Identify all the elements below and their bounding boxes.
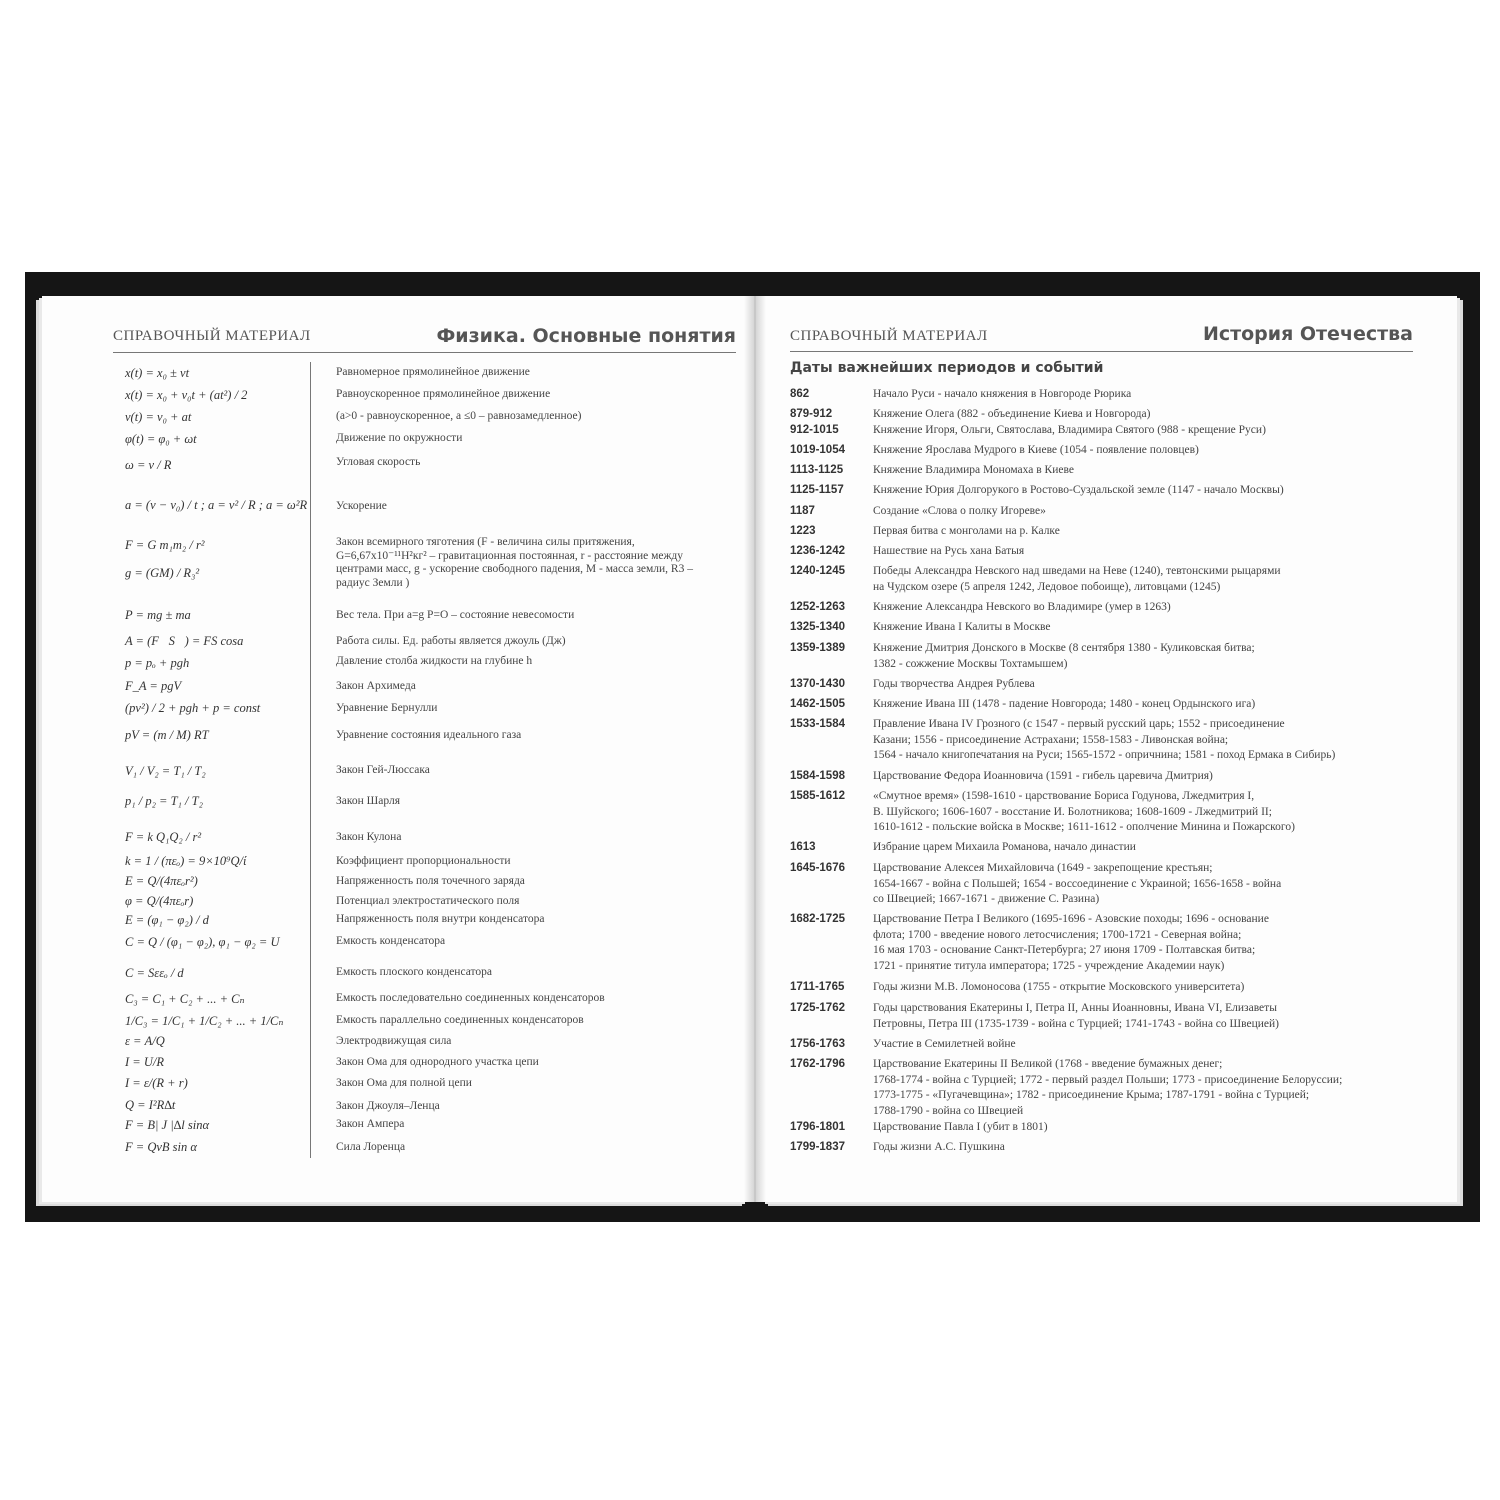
physics-formula: V₁ / V₂ = T₁ / T₂ [125, 764, 206, 778]
history-year: 1113-1125 [790, 464, 844, 476]
physics-formula: ω = v / R [125, 458, 172, 472]
history-year: 1756-1763 [790, 1038, 845, 1050]
history-event: Правление Ивана IV Грозного (с 1547 - первый русский царь; 1552 - присоединение Казани; 1556 - присоединение Астрахани; 1558-1583 - Ливонская война; 1564 - начало книгопечатания на Руси; 1565-1572 - опричнина; 1581 - поход Ермака в Сибирь) [873, 718, 1336, 761]
history-event: Царствование Павла I (убит в 1801) [873, 1121, 1048, 1133]
history-event: Избрание царем Михаила Романова, начало династии [873, 841, 1136, 853]
history-event: Царствование Федора Иоанновича (1591 - гибель царевича Дмитрия) [873, 770, 1213, 782]
history-year: 1325-1340 [790, 621, 845, 633]
history-year: 862 [790, 388, 810, 400]
history-event: Первая битва с монголами на р. Калке [873, 525, 1060, 537]
history-year: 879-912 [790, 408, 833, 420]
left-header-label: СПРАВОЧНЫЙ МАТЕРИАЛ [113, 328, 311, 344]
history-sub-heading: Даты важнейших периодов и событий [790, 360, 1104, 376]
history-year: 1799-1837 [790, 1141, 845, 1153]
history-event: Создание «Слова о полку Игореве» [873, 505, 1046, 517]
physics-formula: P = mg ± ma [125, 608, 191, 622]
history-year: 1711-1765 [790, 981, 845, 993]
physics-formula: φ = Q/(4πεₒr) [125, 894, 194, 908]
physics-description: Вес тела. При a=g P=O – состояние невесомости [336, 609, 575, 621]
physics-formula: C = Sεεₒ / d [125, 966, 184, 980]
physics-description: Напряженность поля точечного заряда [336, 875, 525, 887]
physics-formula: F = k Q₁Q₂ / r² [125, 830, 202, 844]
history-year: 1796-1801 [790, 1121, 845, 1133]
history-event: Княжение Юрия Долгорукого в Ростово-Суздальской земле (1147 - начало Москвы) [873, 484, 1284, 496]
physics-description: Работа силы. Ед. работы является джоуль (Дж) [336, 635, 566, 647]
physics-formula: F_A = pgV [125, 679, 182, 693]
physics-formula: x(t) = x₀ ± vt [125, 366, 190, 380]
physics-formula: E = Q/(4πεₒr²) [125, 874, 198, 888]
physics-description: Равномерное прямолинейное движение [336, 366, 530, 378]
physics-formula: p₁ / p₂ = T₁ / T₂ [125, 794, 203, 808]
history-year: 1125-1157 [790, 484, 844, 496]
history-year: 1725-1762 [790, 1002, 845, 1014]
physics-description: Емкость конденсатора [336, 935, 446, 947]
history-year: 1240-1245 [790, 565, 845, 577]
history-event: Княжение Ярослава Мудрого в Киеве (1054 - появление половцев) [873, 444, 1199, 456]
physics-formula: A = (F⃗S⃗) = FS cosa [125, 634, 244, 648]
left-header-rule [113, 352, 736, 353]
physics-formula: F = G m₁m₂ / r² [125, 538, 205, 552]
physics-description: Закон Гей-Люссака [336, 764, 430, 776]
physics-description: Уравнение Бернулли [336, 702, 438, 714]
history-event: Победы Александра Невского над шведами на Неве (1240), тевтонскими рыцарями на Чудском озере (5 апреля 1242, Ледовое побоище), литовцами (1245) [873, 565, 1281, 593]
history-event: Царствование Алексея Михайловича (1649 - закрепощение крестьян; 1654-1667 - война с Польшей; 1654 - воссоединение с Украиной; 1656-1658 - война со Швецией; 1667-1671 - движение С. Разина) [873, 862, 1282, 905]
history-year: 1682-1725 [790, 913, 845, 925]
history-event: Начало Руси - начало княжения в Новгороде Рюрика [873, 388, 1132, 400]
physics-description: Электродвижущая сила [336, 1035, 452, 1047]
left-column-divider [310, 362, 311, 1158]
physics-formula: ε = A/Q [125, 1034, 165, 1048]
history-event: Княжение Олега (882 - объединение Киева и Новгорода) [873, 408, 1151, 420]
book-spine-gutter [744, 296, 766, 1202]
physics-formula: C₃ = C₁ + C₂ + ... + Cₙ [125, 992, 245, 1006]
physics-description: Сила Лоренца [336, 1141, 406, 1153]
history-year: 1645-1676 [790, 862, 845, 874]
physics-formula: p = pₒ + pgh [125, 656, 190, 670]
left-page-title: Физика. Основные понятия [436, 325, 736, 347]
physics-description: Потенциал электростатического поля [336, 895, 520, 907]
history-event: Царствование Екатерины II Великой (1768 - введение бумажных денег; 1768-1774 - война с Турцией; 1772 - первый раздел Польши; 1773 - присоединение Белоруссии; 1773-1775 - «Пугачевщина»; 1782 - присоединение Крыма; 1787-1791 - война с Турцией; 1788-1790 - война со Швецией [873, 1058, 1343, 1117]
physics-description: Емкость последовательно соединенных конденсаторов [336, 992, 605, 1004]
history-event: Годы жизни М.В. Ломоносова (1755 - открытие Московского университета) [873, 981, 1245, 993]
physics-formula: Q = I²R∆t [125, 1098, 176, 1112]
history-event: Княжение Игоря, Ольги, Святослава, Владимира Святого (988 - крещение Руси) [873, 424, 1266, 436]
physics-description: Закон Кулона [336, 831, 402, 843]
physics-formula: x(t) = x₀ + v₀t + (at²) / 2 [125, 388, 248, 402]
physics-formula: k = 1 / (πεₒ) = 9×10⁹Q/ί [125, 854, 247, 868]
history-event: Годы царствования Екатерины I, Петра II, Анны Иоанновны, Ивана VI, Елизаветы Петровны, Петра III (1735-1739 - война с Турцией; 1741-1743 - война со Швецией) [873, 1002, 1279, 1030]
physics-formula: F = QvB sin α [125, 1140, 197, 1154]
physics-description: Закон Шарля [336, 795, 400, 807]
history-event: Годы творчества Андрея Рублева [873, 678, 1035, 690]
history-year: 1370-1430 [790, 678, 845, 690]
physics-description: Закон всемирного тяготения (F - величина силы притяжения, G=6,67х10⁻¹¹Н²кг² – гравитационная постоянная, r - расстояние между центрами масс, g - ускорение свободного падения, М - масса земли, R3 – радиус Земли ) [336, 536, 693, 589]
history-event: Нашествие на Русь хана Батыя [873, 545, 1025, 557]
history-event: Княжение Александра Невского во Владимире (умер в 1263) [873, 601, 1171, 613]
history-year: 1187 [790, 505, 815, 517]
physics-description: Коэффициент пропорциональности [336, 855, 511, 867]
physics-description: Движение по окружности [336, 432, 463, 444]
history-year: 1223 [790, 525, 816, 537]
history-year: 1533-1584 [790, 718, 845, 730]
physics-formula: 1/C₃ = 1/C₁ + 1/C₂ + ... + 1/Cₙ [125, 1014, 284, 1028]
history-event: Княжение Дмитрия Донского в Москве (8 сентября 1380 - Куликовская битва; 1382 - сожжение Москвы Тохтамышем) [873, 642, 1255, 670]
physics-formula: I = ε/(R + r) [125, 1076, 188, 1090]
physics-description: (a>0 - равноускоренное, a ≤0 – равнозамедленное) [336, 410, 582, 422]
physics-description: Равноускоренное прямолинейное движение [336, 388, 551, 400]
history-year: 1236-1242 [790, 545, 845, 557]
physics-formula: C = Q / (φ₁ − φ₂), φ₁ − φ₂ = U [125, 935, 280, 949]
right-header-rule [790, 351, 1413, 352]
history-year: 1585-1612 [790, 790, 845, 802]
physics-description: Емкость плоского конденсатора [336, 966, 492, 978]
history-year: 1252-1263 [790, 601, 845, 613]
physics-formula: g = (GM) / R₃² [125, 566, 200, 580]
history-year: 1584-1598 [790, 770, 845, 782]
history-event: Княжение Владимира Мономаха в Киеве [873, 464, 1074, 476]
history-event: Царствование Петра I Великого (1695-1696 - Азовские походы; 1696 - основание флота; 1700 - введение нового летосчисления; 1700-1721 - Северная война; 16 мая 1703 - основание Санкт-Петербурга; 27 июня 1709 - Полтавская битва; 1721 - принятие титула императора; 1725 - учреждение Академии наук) [873, 913, 1269, 972]
history-year: 912-1015 [790, 424, 839, 436]
physics-description: Закон Ома для однородного участка цепи [336, 1056, 539, 1068]
history-year: 1462-1505 [790, 698, 845, 710]
history-event: Княжение Ивана I Калиты в Москве [873, 621, 1051, 633]
physics-description: Ускорение [336, 500, 387, 512]
physics-formula: (pv²) / 2 + pgh + p = const [125, 701, 261, 715]
physics-formula: φ(t) = φ₀ + ωt [125, 432, 197, 446]
physics-formula: F = B| J |∆l sinα [125, 1118, 210, 1132]
history-event: Участие в Семилетней войне [873, 1038, 1016, 1050]
physics-formula: v(t) = v₀ + at [125, 410, 192, 424]
physics-formula: I = U/R [125, 1055, 164, 1069]
right-page-title: История Отечества [1202, 323, 1413, 345]
history-year: 1613 [790, 841, 816, 853]
physics-description: Угловая скорость [336, 456, 421, 468]
physics-description: Емкость параллельно соединенных конденсаторов [336, 1014, 584, 1026]
history-event: «Смутное время» (1598-1610 - царствование Бориса Годунова, Лжедмитрия I, В. Шуйского; 1606-1607 - восстание И. Болотникова; 1608-1609 - Лжедмитрий II; 1610-1612 - польские войска в Москве; 1611-1612 - ополчение Минина и Пожарского) [873, 790, 1295, 833]
physics-description: Давление столба жидкости на глубине h [336, 655, 533, 667]
history-year: 1762-1796 [790, 1058, 845, 1070]
physics-description: Закон Ампера [336, 1118, 405, 1130]
physics-formula: a = (v − v₀) / t ; a = v² / R ; a = ω²R [125, 498, 308, 512]
physics-description: Напряженность поля внутри конденсатора [336, 913, 545, 925]
history-event: Годы жизни А.С. Пушкина [873, 1141, 1005, 1153]
history-year: 1019-1054 [790, 444, 845, 456]
history-year: 1359-1389 [790, 642, 845, 654]
physics-description: Закон Джоуля–Ленца [336, 1100, 440, 1112]
physics-formula: pV = (m / M) RT [125, 728, 209, 742]
physics-description: Закон Ома для полной цепи [336, 1077, 472, 1089]
history-event: Княжение Ивана III (1478 - падение Новгорода; 1480 - конец Ордынского ига) [873, 698, 1256, 710]
physics-formula: E = (φ₁ − φ₂) / d [125, 913, 209, 927]
physics-description: Уравнение состояния идеального газа [336, 729, 522, 741]
physics-description: Закон Архимеда [336, 680, 416, 692]
right-header-label: СПРАВОЧНЫЙ МАТЕРИАЛ [790, 328, 988, 344]
